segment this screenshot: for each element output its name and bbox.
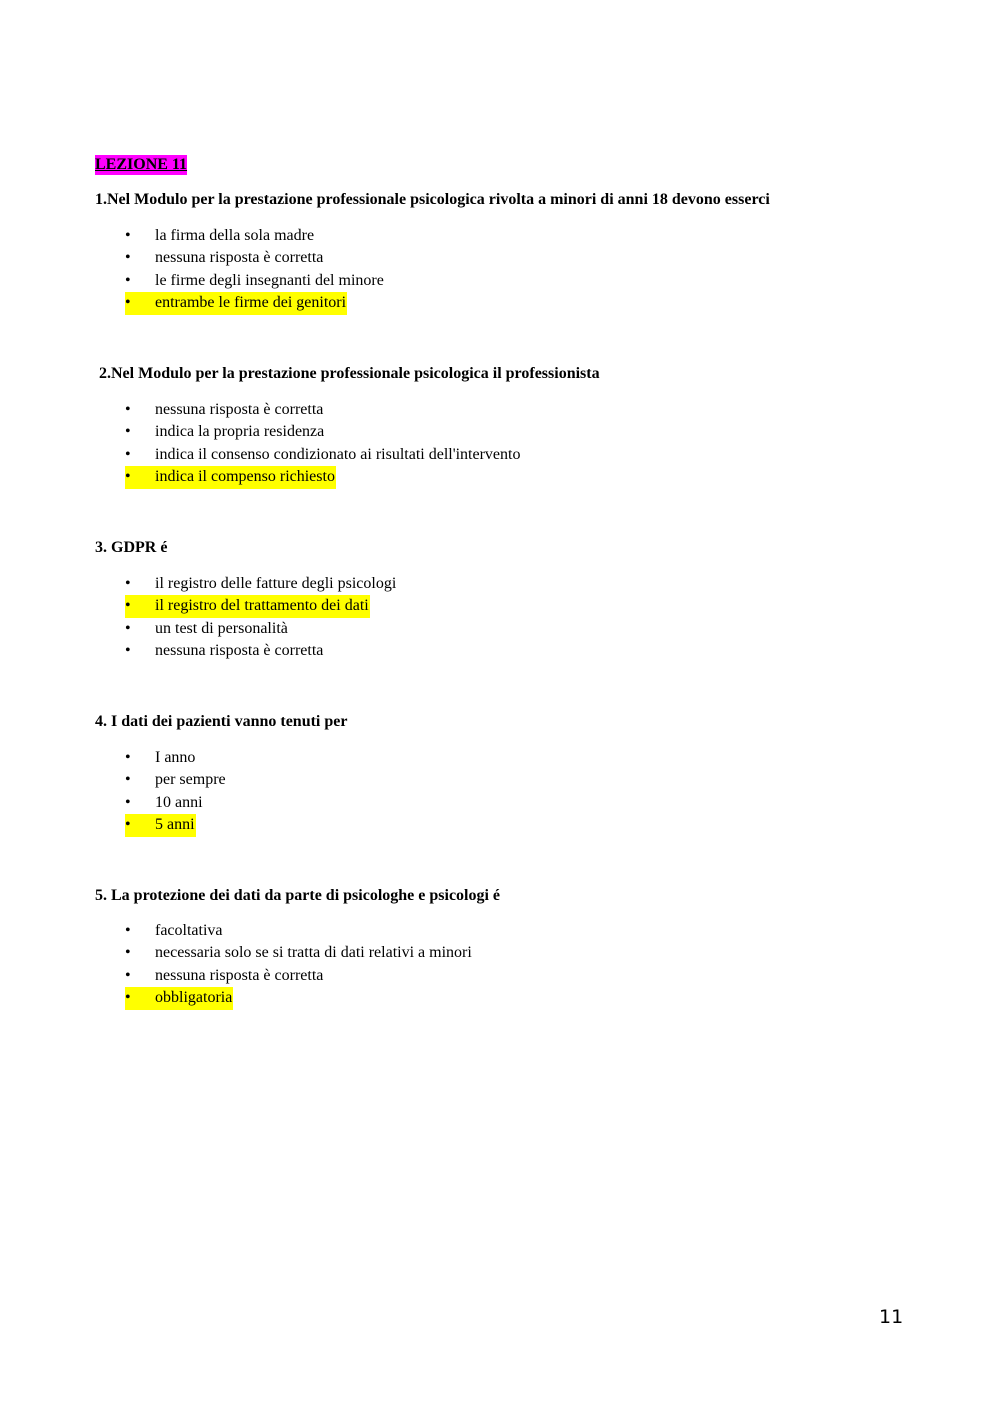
option-item	[125, 225, 385, 247]
option-item	[125, 747, 227, 769]
option-text: indica la propria residenza	[155, 423, 325, 441]
option-text: il registro del trattamento dei dati	[155, 597, 369, 615]
options-list-4	[125, 747, 227, 837]
bullet-icon: •	[125, 401, 131, 418]
page-number: 11	[879, 1306, 904, 1328]
option-item	[125, 399, 521, 421]
bullet-icon: •	[125, 249, 131, 267]
option-text: entrambe le firme dei genitori	[155, 294, 347, 312]
option-text: il registro delle fatture degli psicologi	[155, 575, 397, 592]
bullet-icon: •	[125, 445, 131, 463]
correct-option-item	[125, 466, 521, 488]
correct-option-item	[125, 987, 473, 1009]
bullet-icon: •	[125, 922, 131, 939]
bullet-icon: •	[125, 816, 131, 834]
option-item	[125, 920, 473, 942]
question-5: 5. La protezione dei dati da parte di psicologhe e psicologi é	[95, 887, 501, 904]
option-text: indica il consenso condizionato ai risultati dell'intervento	[155, 445, 521, 463]
option-item	[125, 270, 385, 292]
option-text: facoltativa	[155, 922, 223, 939]
bullet-icon: •	[125, 271, 131, 289]
option-item	[125, 421, 521, 443]
option-text: indica il compenso richiesto	[155, 468, 335, 486]
correct-option-item	[125, 292, 385, 314]
bullet-icon: •	[125, 771, 131, 789]
option-item	[125, 640, 397, 662]
option-item	[125, 965, 473, 987]
bullet-icon: •	[125, 619, 131, 637]
option-item	[125, 444, 521, 466]
option-text: nessuna risposta è corretta	[155, 966, 324, 984]
option-text: nessuna risposta è corretta	[155, 642, 324, 660]
bullet-icon: •	[125, 642, 131, 660]
options-list-3	[125, 573, 397, 663]
question-1: 1.Nel Modulo per la prestazione professionale psicologica rivolta a minori di anni 18 devono esserci	[95, 191, 770, 208]
option-text: obbligatoria	[155, 989, 233, 1007]
option-item	[125, 247, 385, 269]
bullet-icon: •	[125, 793, 131, 811]
question-2: 2.Nel Modulo per la prestazione professionale psicologica il professionista	[95, 365, 600, 382]
bullet-icon: •	[125, 423, 131, 441]
bullet-icon: •	[125, 468, 131, 486]
options-list-2	[125, 399, 521, 489]
option-item	[125, 792, 227, 814]
bullet-icon: •	[125, 749, 131, 766]
bullet-icon: •	[125, 944, 131, 962]
question-3: 3. GDPR é	[95, 539, 168, 556]
bullet-icon: •	[125, 575, 131, 592]
bullet-icon: •	[125, 597, 131, 615]
bullet-icon: •	[125, 989, 131, 1007]
option-item	[125, 618, 397, 640]
option-text: per sempre	[155, 771, 226, 789]
option-text: necessaria solo se si tratta di dati relativi a minori	[155, 944, 472, 962]
correct-option-item	[125, 595, 397, 617]
options-list-5	[125, 920, 473, 1010]
option-text: nessuna risposta è corretta	[155, 401, 324, 418]
correct-option-item	[125, 814, 227, 836]
option-item	[125, 573, 397, 595]
option-text: le firme degli insegnanti del minore	[155, 271, 384, 289]
option-text: 5 anni	[155, 816, 195, 834]
option-text: 10 anni	[155, 793, 203, 811]
option-text: un test di personalità	[155, 619, 288, 637]
question-4: 4. I dati dei pazienti vanno tenuti per	[95, 713, 348, 730]
option-text: nessuna risposta è corretta	[155, 249, 324, 267]
options-list-1	[125, 225, 385, 315]
option-text: la firma della sola madre	[155, 227, 315, 244]
option-item	[125, 942, 473, 964]
bullet-icon: •	[125, 227, 131, 244]
option-item	[125, 769, 227, 791]
bullet-icon: •	[125, 294, 131, 312]
lesson-title: LEZIONE 11	[95, 156, 188, 173]
bullet-icon: •	[125, 966, 131, 984]
option-text: I anno	[155, 749, 196, 766]
